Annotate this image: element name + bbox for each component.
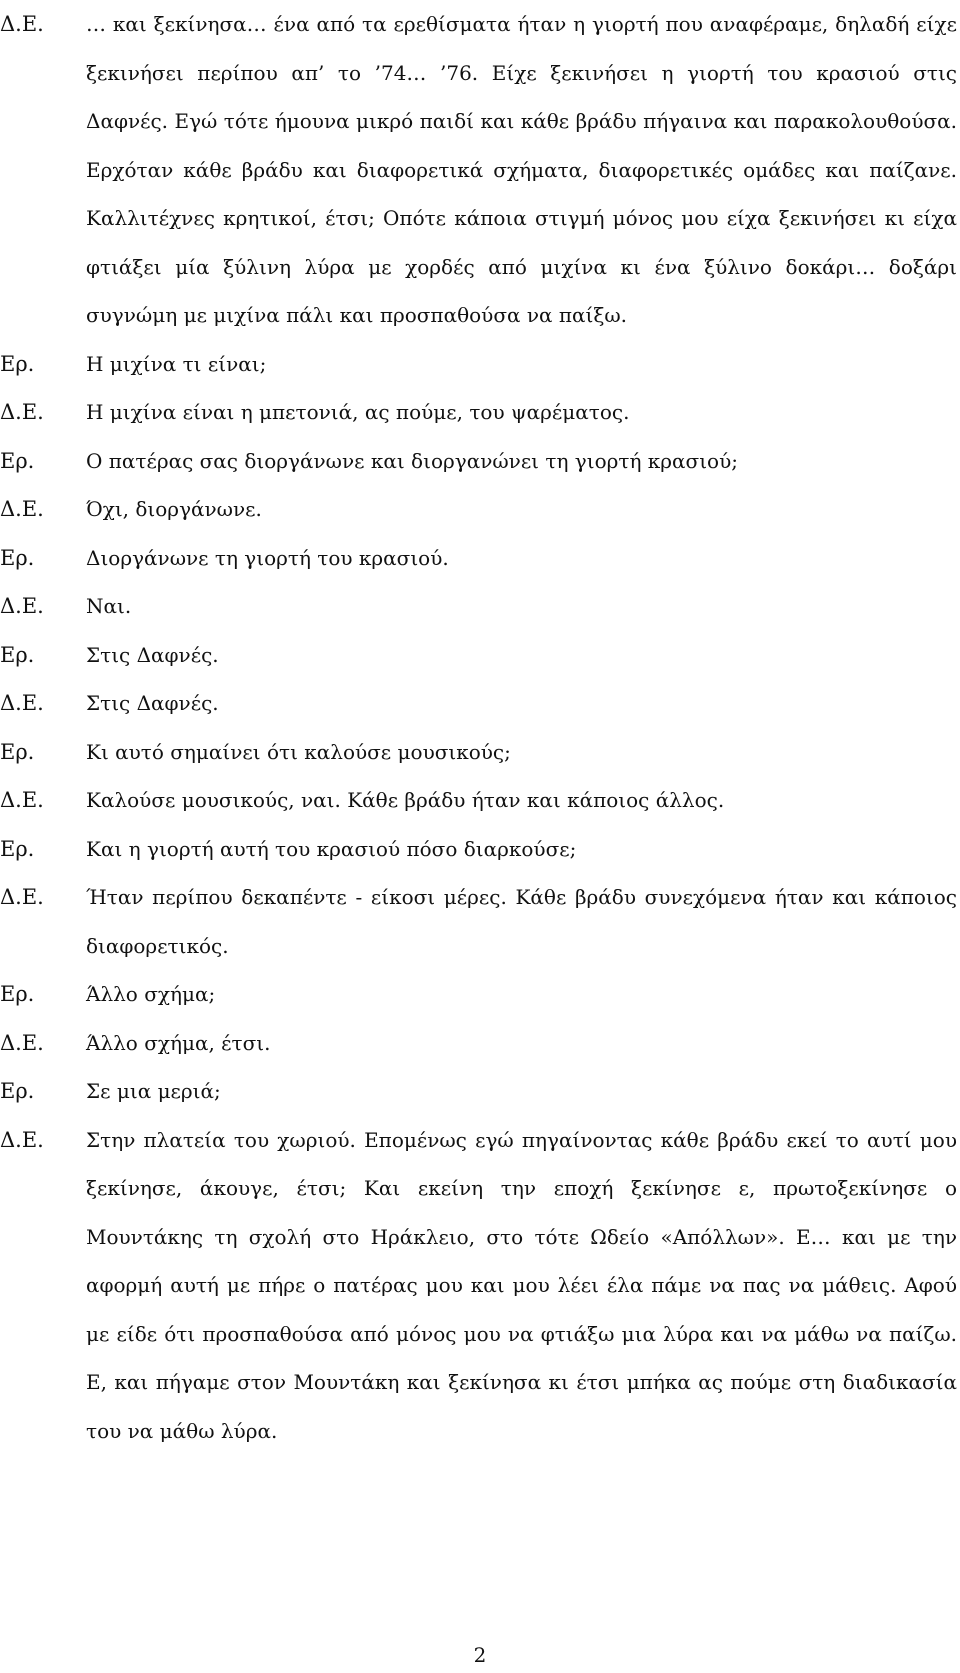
speech-text: Κι αυτό σημαίνει ότι καλούσε μουσικούς; (86, 739, 511, 764)
transcript-turn (0, 631, 960, 680)
speech-text: Η μιχίνα τι είναι; (86, 351, 267, 376)
transcript-turn (0, 776, 960, 825)
transcript-turn (0, 0, 960, 340)
transcript-turn (0, 679, 960, 728)
speaker-label: Δ.Ε. (0, 885, 44, 909)
speech-text: Όχι, διοργάνωνε. (86, 497, 262, 521)
speaker-label: Ερ. (0, 642, 35, 667)
speech-text: Στις Δαφνές. (86, 642, 219, 667)
speech-text: Καλούσε μουσικούς, ναι. Κάθε βράδυ ήταν και κάποιος άλλος. (86, 788, 725, 812)
transcript-turn (0, 970, 960, 1019)
transcript-turn (0, 437, 960, 486)
speech-text: Η μιχίνα είναι η μπετονιά, ας πούμε, του ψαρέματος. (86, 400, 630, 424)
speaker-label: Ερ. (0, 1079, 35, 1103)
speaker-label: Δ.Ε. (0, 788, 44, 812)
speaker-label: Δ.Ε. (0, 594, 44, 618)
transcript-turn (0, 485, 960, 534)
speaker-label: Ερ. (0, 739, 35, 764)
speaker-label: Δ.Ε. (0, 400, 44, 424)
transcript-turn (0, 340, 960, 389)
speech-text: Και η γιορτή αυτή του κρασιού πόσο διαρκούσε; (86, 836, 577, 861)
speaker-label: Δ.Ε. (0, 691, 44, 715)
speech-text: Άλλο σχήμα; (86, 982, 216, 1006)
transcript-turn (0, 1019, 960, 1068)
speaker-label: Ερ. (0, 545, 35, 570)
speech-text: Άλλο σχήμα, έτσι. (86, 1030, 271, 1055)
speaker-label: Ερ. (0, 351, 35, 376)
page-number: 2 (473, 1643, 487, 1667)
transcript-turn (0, 1116, 960, 1456)
speech-text: Διοργάνωνε τη γιορτή του κρασιού. (86, 545, 449, 570)
transcript-turn (0, 873, 960, 970)
speaker-label: Δ.Ε. (0, 497, 44, 521)
speech-text: Στις Δαφνές. (86, 691, 219, 715)
transcript-turn (0, 388, 960, 437)
speaker-label: Δ.Ε. (0, 1127, 44, 1152)
speaker-label: Ερ. (0, 982, 35, 1006)
transcript-turn (0, 1067, 960, 1116)
transcript-turn (0, 534, 960, 583)
speech-text: … και ξεκίνησα… ένα από τα ερεθίσματα ήταν η γιορτή που αναφέραμε, δηλαδή είχε ξεκινήσει περίπου απ’ το ’74… ’76. Είχε ξεκινήσει η γιορτή του κρασιού στις Δαφνές. Εγώ τότε ήμουνα μικρό παιδί και κάθε βράδυ πήγαινα και παρακολουθούσα. Ερχόταν κάθε βράδυ και διαφορετικά σχήματα, διαφορετικές ομάδες και παίζανε. Καλλιτέχνες κρητικοί, έτσι; Οπότε κάποια στιγμή μόνος μου είχα ξεκινήσει κι είχα φτιάξει μία ξύλινη λύρα με χορδές από μιχίνα κι ένα ξύλινο δοκάρι… δοξάρι συγνώμη με μιχίνα πάλι και προσπαθούσα να παίξω. (86, 12, 957, 327)
speech-text: Ο πατέρας σας διοργάνωνε και διοργανώνει τη γιορτή κρασιού; (86, 448, 738, 473)
speaker-label: Ερ. (0, 836, 35, 861)
speaker-label: Ερ. (0, 448, 35, 473)
speech-text: Ναι. (86, 594, 132, 618)
transcript-turn (0, 825, 960, 874)
transcript-turn (0, 728, 960, 777)
speaker-label: Δ.Ε. (0, 1030, 44, 1055)
speech-text: Στην πλατεία του χωριού. Επομένως εγώ πηγαίνοντας κάθε βράδυ εκεί το αυτί μου ξεκίνησε, άκουγε, έτσι; Και εκείνη την εποχή ξεκίνησε ε, πρωτοξεκίνησε ο Μουντάκης τη σχολή στο Ηράκλειο, στο τότε Ωδείο «Απόλλων». Ε… και με την αφορμή αυτή με πήρε ο πατέρας μου και μου λέει έλα πάμε να πας να μάθεις. Αφού με είδε ότι προσπαθούσα από μόνος μου να φτιάξω μια λύρα και να μάθω να παίζω. Ε, και πήγαμε στον Μουντάκη και ξεκίνησα κι έτσι μπήκα ας πούμε στη διαδικασία του να μάθω λύρα. (86, 1127, 957, 1443)
transcript-turn (0, 582, 960, 631)
speech-text: Σε μια μεριά; (86, 1079, 221, 1103)
speaker-label: Δ.Ε. (0, 12, 44, 36)
speech-text: Ήταν περίπου δεκαπέντε - είκοσι μέρες. Κάθε βράδυ συνεχόμενα ήταν και κάποιος διαφορετικός. (86, 885, 957, 958)
